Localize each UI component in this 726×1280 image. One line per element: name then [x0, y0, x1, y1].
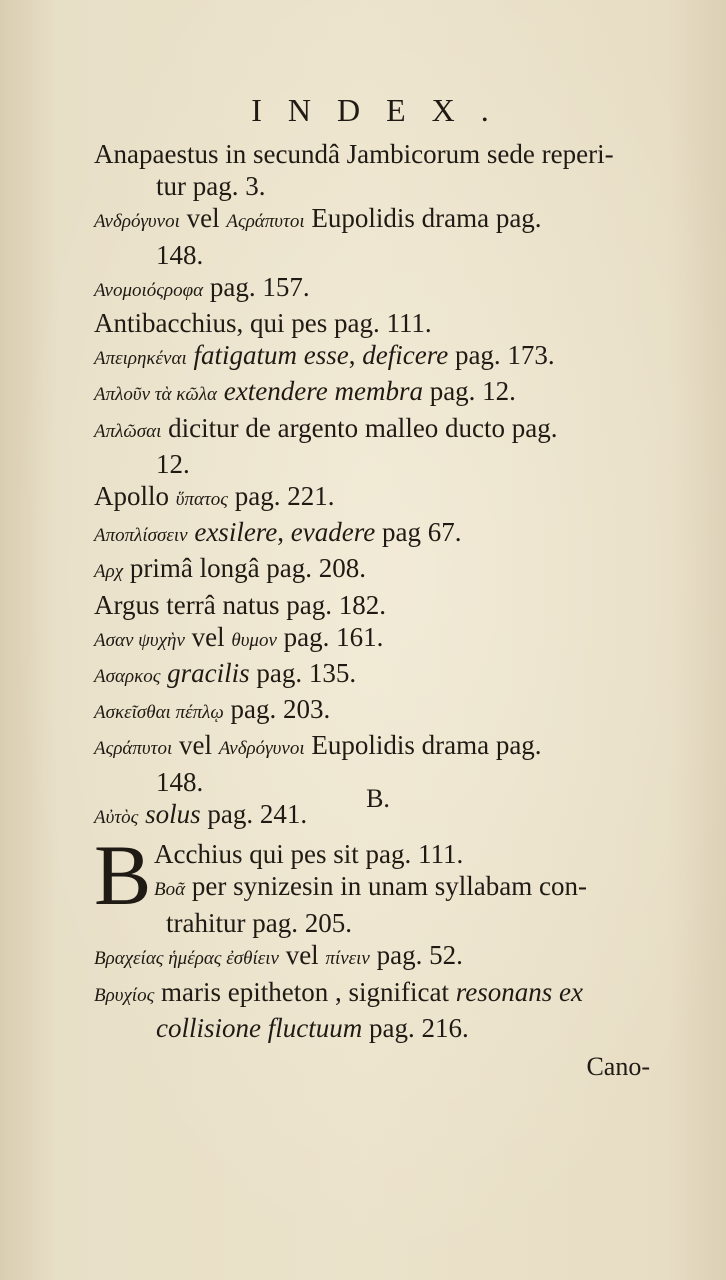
greek-term: Ασαν ψυχὴν [94, 629, 185, 651]
section-heading-b: B. [366, 784, 390, 813]
entry-text: vel [179, 203, 227, 234]
index-entry [94, 870, 654, 906]
catchword: Cano- [586, 1052, 650, 1081]
entry-text: tur pag. 3. [156, 171, 266, 202]
section-b-entries [94, 827, 654, 1044]
entry-text: 148. [156, 766, 204, 797]
index-entry [94, 838, 654, 870]
entry-text: Anapaestus in secundâ Jambicorum sede reperi- [94, 139, 614, 169]
greek-term: Απλοῦν τὰ κῶλα [94, 384, 218, 406]
index-entry [94, 552, 654, 588]
drop-capital: B [94, 827, 152, 923]
entry-text: pag. 221. [228, 481, 335, 512]
greek-term: Ανομοιόςροφα [94, 279, 204, 301]
greek-term: Αὐτὸς [94, 806, 139, 828]
entry-text: pag. 203. [223, 694, 331, 725]
entry-text: pag. 241. [200, 798, 308, 829]
entry-text: Argus terrâ natus pag. 182. [94, 589, 386, 620]
greek-term: ὕπατος [175, 489, 228, 511]
index-entry [94, 271, 654, 307]
italic-gloss: solus [138, 798, 201, 829]
greek-term: θυμον [231, 629, 277, 651]
greek-term: Απειρηκέναι [94, 348, 187, 370]
italic-gloss: gracilis [160, 658, 250, 689]
entry-text: vel [184, 621, 232, 652]
index-entry [94, 412, 654, 448]
index-entry [94, 307, 654, 339]
greek-term: Απλῶσαι [94, 420, 162, 442]
index-entry [94, 138, 654, 170]
entry-text: primâ longâ pag. 208. [123, 553, 367, 584]
index-entry [94, 1012, 654, 1044]
italic-gloss: collisione fluctuum [156, 1013, 363, 1044]
index-entry [94, 448, 654, 480]
entry-text: 12. [156, 448, 190, 479]
greek-term: Ασαρκος [94, 666, 161, 688]
entry-text: maris epitheton , significat [154, 976, 456, 1007]
entry-text: pag. 216. [362, 1013, 469, 1044]
greek-term: Βρυχίος [94, 984, 155, 1006]
entry-text: pag. 135. [249, 658, 357, 689]
page-title: INDEX. [251, 92, 515, 128]
index-section-b [94, 827, 654, 1044]
entry-text: pag. 12. [422, 376, 516, 407]
entry-text: Eupolidis drama pag. [304, 730, 542, 761]
entry-text: Eupolidis drama pag. [304, 203, 542, 234]
greek-term: Αρχ [94, 561, 124, 583]
index-entry [94, 657, 654, 693]
index-entry [94, 202, 654, 238]
entry-text: vel [278, 940, 326, 971]
italic-gloss: evadere [290, 517, 376, 548]
italic-gloss: deficere [362, 340, 449, 371]
entry-text: trahitur pag. 205. [166, 907, 352, 938]
entry-text: pag. 52. [369, 940, 463, 971]
entry-text: 148. [156, 239, 204, 270]
entry-text: vel [172, 730, 219, 761]
entry-text: pag. 157. [203, 271, 310, 302]
entry-text: Acchius qui pes sit pag. 111. [154, 839, 464, 869]
entry-text: , [348, 340, 363, 371]
greek-term: Βοᾶ [154, 879, 186, 901]
greek-term: πίνειν [325, 948, 370, 970]
greek-term: Αποπλίσσειν [94, 525, 188, 547]
index-entry [94, 907, 654, 939]
index-entry [94, 339, 654, 375]
entry-text: per synizesin in unam syllabam con- [185, 871, 587, 902]
index-entry [94, 939, 654, 975]
greek-term: Ασκεῖσθαι πέπλῳ [94, 702, 224, 724]
greek-term: Αςράπυτοι [226, 211, 305, 233]
entry-text: pag 67. [375, 517, 462, 548]
index-entry [94, 480, 654, 516]
greek-term: Βραχείας ἡμέρας ἐσθίειν [94, 948, 279, 970]
entry-text: dicitur de argento malleo ducto pag. [161, 412, 558, 443]
index-entry [94, 621, 654, 657]
entry-text: Antibacchius, qui pes pag. 111. [94, 308, 432, 339]
index-entry [94, 589, 654, 621]
index-entry [94, 375, 654, 411]
entry-text: , [277, 517, 291, 548]
index-entry [94, 239, 654, 271]
index-entry [94, 729, 654, 765]
italic-gloss: fatigatum esse [186, 340, 349, 371]
index-entry [94, 170, 654, 202]
index-section-a [94, 138, 654, 834]
italic-gloss: resonans ex [455, 976, 583, 1007]
entry-text: Apollo [94, 481, 176, 512]
entry-text: pag. 173. [448, 340, 555, 371]
index-entry [94, 693, 654, 729]
greek-term: Ανδρόγυνοι [218, 738, 305, 760]
italic-gloss: extendere membra [217, 376, 423, 407]
entry-text: pag. 161. [276, 621, 384, 652]
greek-term: Ανδρόγυνοι [94, 211, 180, 233]
index-entry [94, 976, 654, 1012]
italic-gloss: exsilere [187, 517, 278, 548]
index-entry [94, 516, 654, 552]
greek-term: Αςράπυτοι [94, 738, 173, 760]
